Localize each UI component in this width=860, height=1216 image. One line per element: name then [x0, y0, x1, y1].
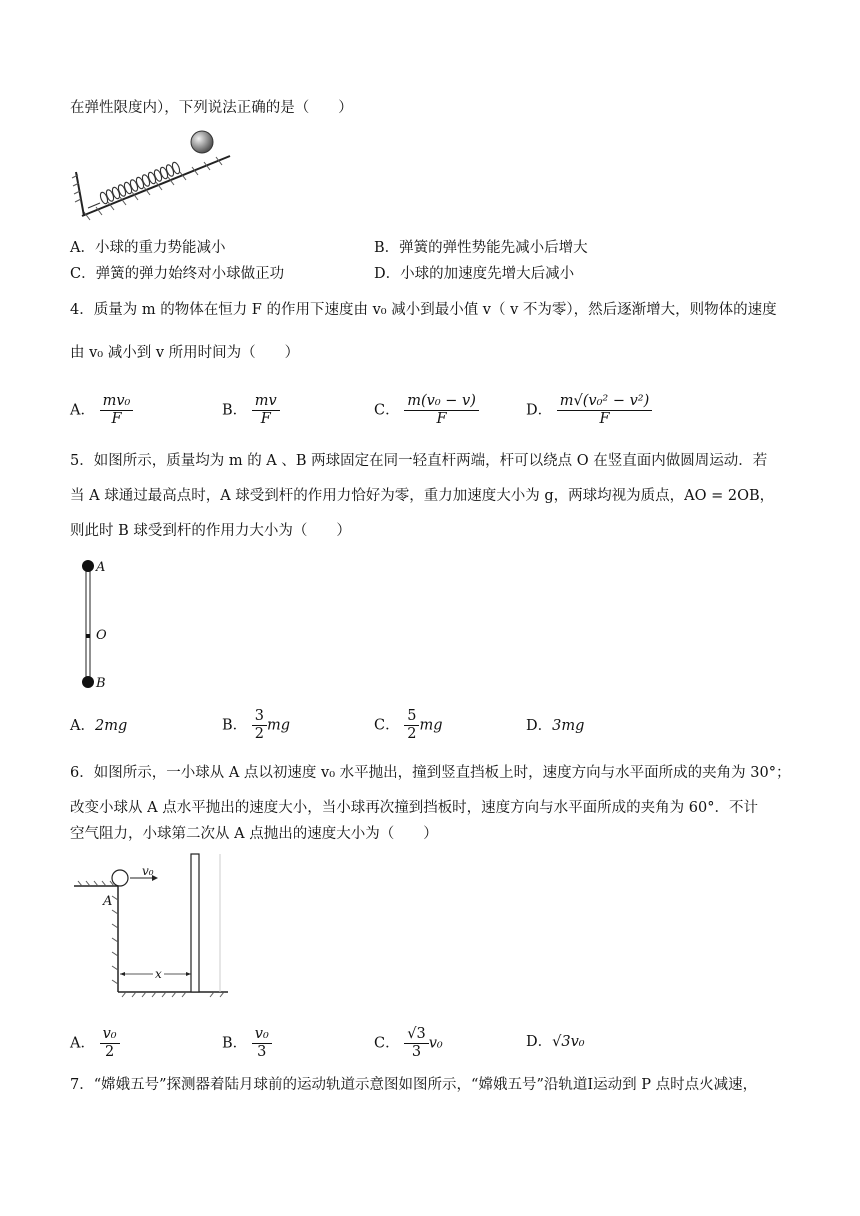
q5-option-c: C． $\frac{5}{2}$ mg [374, 708, 443, 742]
q3-option-a: A．小球的重力势能减小 [70, 240, 226, 256]
q6-label-a: A [103, 894, 113, 909]
q4-option-d: D． $\frac{\text{m√(v₀² − v²)}}{F}$ [526, 393, 652, 428]
q6-option-b: B． $\frac{\text{v₀}}{3}$ [222, 1026, 272, 1061]
q5-stem-line1: 5．如图所示，质量均为 m 的 A 、B 两球固定在同一轻直杆两端，杆可以绕点 O 在竖直面内做圆周运动．若 [70, 453, 768, 469]
q6-label-v0: v₀ [142, 864, 154, 878]
q4-option-b: B． $\frac{mv}{F}$ [222, 393, 280, 428]
q5-label-a: A [96, 560, 106, 575]
q5-option-a: A．2mg [70, 718, 128, 734]
q4-option-a: A． $\frac{\text{mv₀}}{F}$ [70, 393, 133, 428]
q6-stem-line3: 空气阻力，小球第二次从 A 点抛出的速度大小为（ ） [70, 826, 438, 842]
q3-option-b: B．弹簧的弹性势能先减小后增大 [374, 240, 588, 256]
q5-option-b: B． $\frac{3}{2}$ mg [222, 708, 291, 742]
q3-spring-incline-figure [70, 128, 235, 224]
q6-label-x: x [153, 964, 164, 984]
q3-option-c: C．弹簧的弹力始终对小球做正功 [70, 266, 285, 282]
q5-stem-line3: 则此时 B 球受到杆的作用力大小为（ ） [70, 523, 351, 539]
q6-stem-line1: 6．如图所示，一小球从 A 点以初速度 v₀ 水平抛出，撞到竖直挡板上时，速度方向与水平面所成的夹角为 30°； [70, 765, 791, 781]
q3-option-d: D．小球的加速度先增大后减小 [374, 266, 575, 282]
q6-option-c: C． $\frac{√3}{3}$ v₀ [374, 1026, 443, 1060]
q7-stem-line1: 7．“嫦娥五号”探测器着陆月球前的运动轨道示意图如图所示，“嫦娥五号”沿轨道Ⅰ运动到 P 点时点火减速， [70, 1077, 758, 1093]
q5-label-b: B [96, 676, 106, 691]
q6-stem-line2: 改变小球从 A 点水平抛出的速度大小，当小球再次撞到挡板时，速度方向与水平面所成的夹角为 60°．不计 [70, 800, 758, 816]
q5-stem-line2: 当 A 球通过最高点时，A 球受到杆的作用力恰好为零，重力加速度大小为 g，两球均视为质点，AO = 2OB， [70, 488, 775, 504]
q6-option-d: D．√3v₀ [526, 1034, 585, 1050]
q4-option-c: C． $\frac{\text{m(v₀ − v)}}{F}$ [374, 393, 479, 428]
q6-option-a: A． $\frac{\text{v₀}}{2}$ [70, 1026, 120, 1061]
q4-stem-line1: 4．质量为 m 的物体在恒力 F 的作用下速度由 v₀ 减小到最小值 v（ v 不为零），然后逐渐增大，则物体的速度 [70, 302, 777, 318]
q5-option-d: D．3mg [526, 718, 585, 734]
q4-stem-line2: 由 v₀ 减小到 v 所用时间为（ ） [70, 345, 300, 361]
q5-label-o: O [96, 628, 107, 643]
q3-stem-tail: 在弹性限度内），下列说法正确的是（ ） [70, 100, 353, 116]
